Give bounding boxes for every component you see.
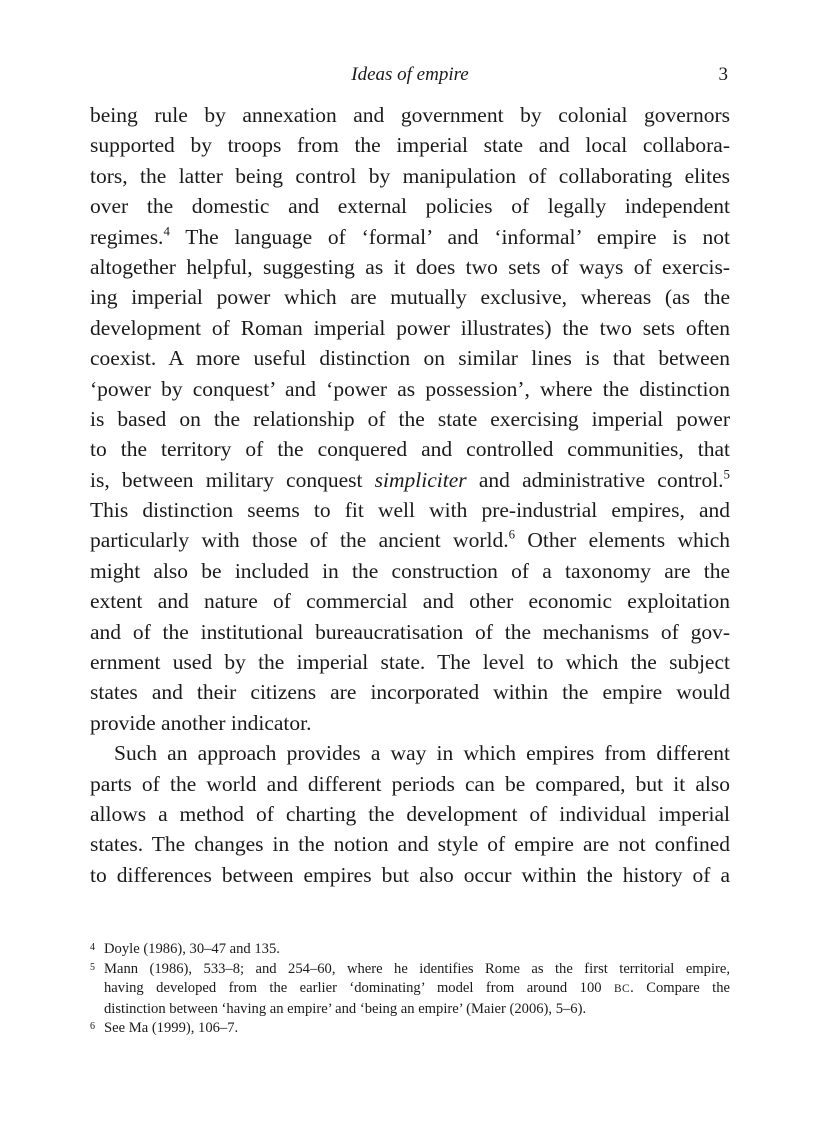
footnote-4 xyxy=(90,940,730,960)
footnote-ref-5: 5 xyxy=(723,467,730,482)
body-text xyxy=(90,100,730,890)
text-line: This distinction seems to fit well with pre-industrial empires, and xyxy=(90,498,730,523)
text-line: tors, the latter being control by manipulation of collaborating elites xyxy=(90,163,730,188)
footnote-text: See Ma (1999), 106–7. xyxy=(104,1020,239,1037)
text-line: ing imperial power which are mutually exclusive, whereas (as the xyxy=(90,285,730,310)
running-title: Ideas of empire xyxy=(351,64,469,85)
footnote-ref-6: 6 xyxy=(508,528,516,543)
text-line: regimes.$^4$ The language of ‘formal’ and ‘informal’ empire is not xyxy=(90,224,730,249)
footnote-number: 6 xyxy=(90,1021,95,1033)
text-line: parts of the world and different periods can be compared, but it also xyxy=(90,771,730,796)
text-line: coexist. A more useful distinction on similar lines is that between xyxy=(90,346,730,371)
text-line: supported by troops from the imperial state and local collabora- xyxy=(90,133,730,158)
text-line: and of the institutional bureaucratisation of the mechanisms of gov- xyxy=(90,619,730,644)
italic-term: simpliciter xyxy=(374,467,467,492)
footnote-text: Mann (1986), 533–8; and 254–60, where he identifies Rome as the first territorial empire, xyxy=(104,960,730,977)
page-number: 3 xyxy=(718,64,728,85)
text-line: over the domestic and external policies of legally independent xyxy=(90,194,730,219)
text-line: allows a method of charting the development of individual imperial xyxy=(90,801,730,826)
text-line: being rule by annexation and government by colonial governors xyxy=(90,103,730,127)
text-line: states. The changes in the notion and style of empire are not confined xyxy=(90,832,730,857)
text-line: development of Roman imperial power illustrates) the two sets often xyxy=(90,315,730,340)
text-line: provide another indicator. xyxy=(90,710,312,735)
footnote-number: 5 xyxy=(90,961,95,973)
footnote-5 xyxy=(90,960,730,1020)
text-line: is based on the relationship of the state exercising imperial power xyxy=(90,406,730,431)
footnote-6 xyxy=(90,1019,730,1039)
text-line: is, between military conquest simpliciter and administrative control.$^5$ xyxy=(90,467,730,492)
text-line: ‘power by conquest’ and ‘power as possession’, where the distinction xyxy=(90,376,730,401)
text-line: altogether helpful, suggesting as it does two sets of ways of exercis- xyxy=(90,254,730,279)
footnote-number: 4 xyxy=(90,942,95,953)
running-head xyxy=(90,62,730,88)
footnote-text: Doyle (1986), 30–47 and 135. xyxy=(104,941,280,957)
text-line: to the territory of the conquered and controlled communities, that xyxy=(90,437,730,462)
text-line: might also be included in the construction of a taxonomy are the xyxy=(90,558,730,583)
footnote-text: distinction between ‘having an empire’ and ‘being an empire’ (Maier (2006), 5–6). xyxy=(104,1000,587,1017)
text-line: ernment used by the imperial state. The level to which the subject xyxy=(90,650,730,675)
text-line: Such an approach provides a way in which empires from different xyxy=(114,741,730,766)
footnote-text: having developed from the earlier ‘dominating’ model from around 100 BC. Compare the xyxy=(104,980,730,997)
text-line: to differences between empires but also occur within the history of a xyxy=(90,862,730,887)
text-line: states and their citizens are incorporated within the empire would xyxy=(90,680,730,705)
text-line: extent and nature of commercial and other economic exploitation xyxy=(90,589,730,614)
footnotes xyxy=(90,940,730,1039)
text-line: particularly with those of the ancient world.$^6$ Other elements which xyxy=(90,528,730,553)
footnote-ref-4: 4 xyxy=(163,224,170,239)
